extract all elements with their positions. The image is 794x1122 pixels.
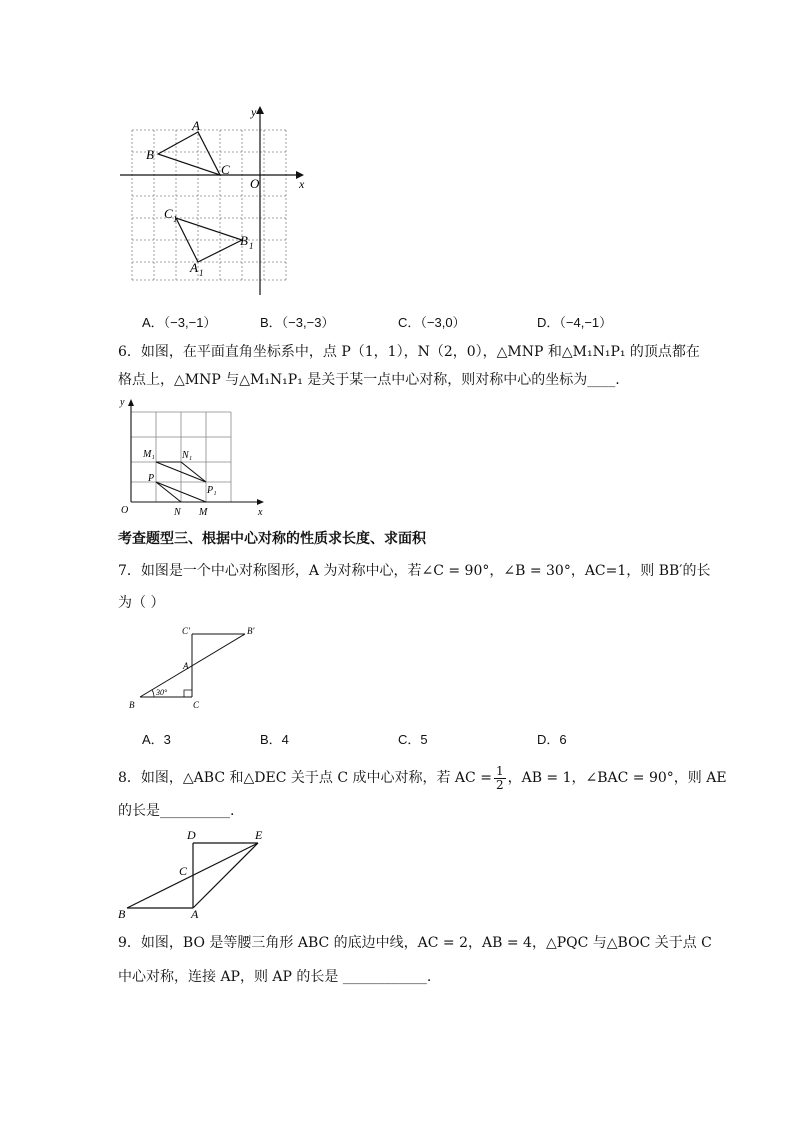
q5-label-b: B <box>146 147 154 162</box>
q5-option-c <box>398 312 466 331</box>
q7-option-d-value: 6 <box>559 732 567 747</box>
q5-label-c1: C <box>164 206 173 221</box>
q7-label-c-prime: C′ <box>182 626 190 636</box>
q5-y-arrow <box>256 106 264 114</box>
q6-label-x: x <box>258 507 263 518</box>
q7-question-line2: 为（ ） <box>118 595 165 611</box>
q5-label-b1-sub: 1 <box>249 241 254 251</box>
q7-option-b-value: 4 <box>281 732 289 747</box>
q8-fraction <box>494 765 506 792</box>
q6-question-line2: 格点上，△MNP 与△M₁N₁P₁ 是关于某一点中心对称，则对称中心的坐标为____. <box>118 372 620 388</box>
q6-question-line1: 6．如图，在平面直角坐标系中，点 P（1，1），N（2，0），△MNP 和△M₁N₁P₁ 的顶点都在 <box>118 344 700 360</box>
q5-option-d-value: （−4,−1） <box>559 315 613 330</box>
q9-question-line2: 中心对称，连接 AP，则 AP 的长是 ____________. <box>118 969 432 985</box>
q5-label-a1: A <box>190 260 198 275</box>
q6-label-o: O <box>121 505 129 516</box>
q7-option-b-letter: B． <box>260 732 282 747</box>
q5-option-d-letter: D． <box>537 315 560 330</box>
q8-fraction-denominator: 2 <box>495 777 504 792</box>
q5-label-a: A <box>192 118 200 133</box>
q8-label-a: A <box>191 907 199 921</box>
q6-label-n: N <box>174 507 181 518</box>
q5-option-a <box>142 312 216 331</box>
q5-option-b-letter: B． <box>260 315 282 330</box>
q7-angle-arc <box>152 690 154 697</box>
q7-label-c: C <box>193 700 200 710</box>
q5-label-y: y <box>251 105 257 119</box>
q5-option-b <box>260 312 334 331</box>
q8-line-ae <box>193 843 258 908</box>
q5-option-a-letter: A． <box>142 315 164 330</box>
q6-x-arrow <box>257 499 264 505</box>
q8-label-d: D <box>187 828 196 842</box>
q6-label-p: P <box>148 473 155 484</box>
q7-option-a <box>142 729 171 748</box>
q5-label-c1-sub: 1 <box>173 214 178 224</box>
q8-label-b: B <box>118 907 126 921</box>
q7-label-angle: 30° <box>156 688 168 697</box>
q8-fraction-numerator: 1 <box>495 763 504 778</box>
q6-label-p1: P₁ <box>207 485 217 496</box>
section3-title: 考查题型三、根据中心对称的性质求长度、求面积 <box>118 531 426 547</box>
q8-figure <box>115 825 275 920</box>
q7-option-d-letter: D． <box>537 732 560 747</box>
q8-question-line2: 的长是__________. <box>118 803 235 819</box>
q6-label-y: y <box>120 397 125 408</box>
q7-option-b <box>260 729 289 748</box>
q7-option-c-value: 5 <box>420 732 428 747</box>
q7-option-d <box>537 729 567 748</box>
q5-coordinate-figure <box>118 100 308 300</box>
q7-option-a-letter: A． <box>142 732 164 747</box>
q9-question-line1: 9．如图，BO 是等腰三角形 ABC 的底边中线，AC = 2，AB = 4，△PQC 与△BOC 关于点 C <box>118 935 712 951</box>
q6-label-n1: N₁ <box>182 450 193 461</box>
q6-y-arrow <box>128 399 134 406</box>
q6-coordinate-figure <box>118 395 278 520</box>
q6-label-m: M <box>199 507 208 518</box>
q5-option-c-letter: C． <box>398 315 421 330</box>
q5-label-o: O <box>250 176 260 191</box>
q7-label-b-prime: B′ <box>247 626 255 636</box>
q7-option-c <box>398 729 428 748</box>
q7-question-line1: 7．如图是一个中心对称图形，A 为对称中心，若∠C = 90°，∠B = 30°，AC=1，则 BB′的长 <box>118 563 711 579</box>
q7-label-b: B <box>129 700 135 710</box>
q7-label-a: A <box>183 661 189 671</box>
q7-right-angle-mark <box>184 690 192 697</box>
q5-option-b-value: （−3,−3） <box>281 315 335 330</box>
q5-label-x: x <box>299 177 305 191</box>
q6-label-m1: M₁ <box>143 449 155 460</box>
q8-line1-b: ，AB = 1，∠BAC = 90°，则 AE <box>507 770 727 786</box>
q7-figure <box>120 622 270 712</box>
q5-label-b1: B <box>240 233 248 248</box>
q7-option-c-letter: C． <box>398 732 421 747</box>
q5-label-c: C <box>221 162 230 177</box>
q8-label-e: E <box>255 828 263 842</box>
q7-option-a-value: 3 <box>163 732 171 747</box>
q5-label-a1-sub: 1 <box>199 268 204 278</box>
q5-option-a-value: （−3,−1） <box>163 315 217 330</box>
q8-line1-a: 8．如图，△ABC 和△DEC 关于点 C 成中心对称，若 AC = <box>118 770 492 786</box>
q5-option-c-value: （−3,0） <box>420 315 466 330</box>
q8-label-c: C <box>179 864 188 878</box>
q8-question-line1 <box>118 760 727 796</box>
q5-option-d <box>537 312 612 331</box>
q5-triangle-abc <box>158 132 220 175</box>
